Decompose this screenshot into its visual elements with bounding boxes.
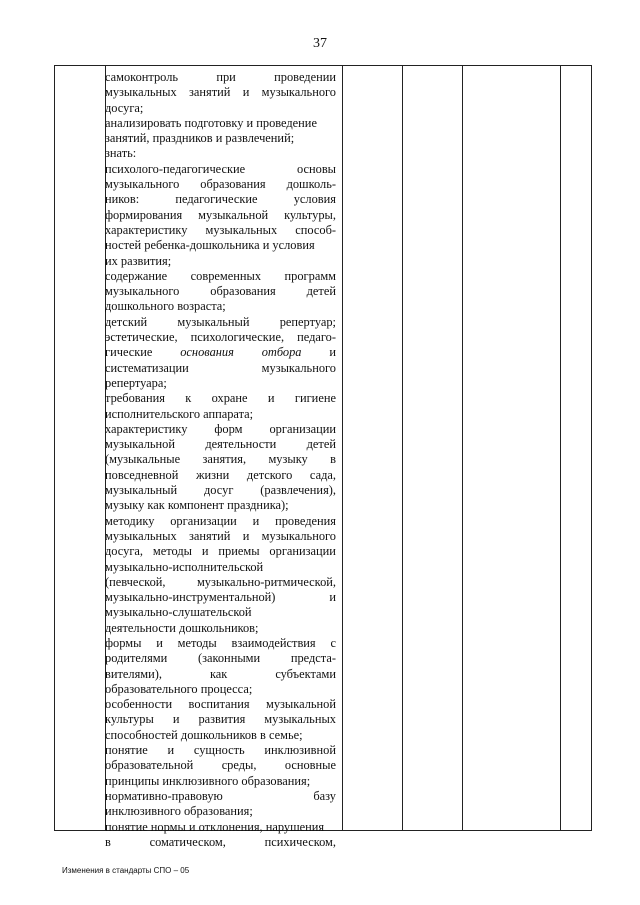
text-word: сущность: [193, 743, 245, 758]
page-number: 37: [313, 36, 327, 51]
text-word: проведения: [275, 513, 336, 528]
text-word: повседневной: [105, 467, 179, 482]
text-word: музыкальных: [205, 222, 278, 237]
text-line: [105, 361, 336, 376]
text-word: понятие: [105, 743, 148, 758]
text-line: [105, 223, 336, 238]
text-word: инклюзивного образования;: [105, 804, 253, 819]
text-word: музыкально-ритмической,: [196, 574, 336, 589]
text-word: основные: [284, 758, 336, 773]
text-word: в: [105, 834, 111, 849]
text-word: музыкальных: [264, 712, 336, 727]
text-line: [105, 667, 336, 682]
text-line: [105, 177, 336, 192]
text-word: досуга;: [105, 100, 144, 115]
text-word: программ: [284, 268, 336, 283]
text-line: [105, 330, 336, 345]
text-line: [105, 192, 336, 207]
text-word: ностей ребенка-дошкольника и условия: [105, 238, 315, 253]
text-line: [105, 636, 336, 651]
text-word: занятий: [189, 85, 231, 100]
text-word: гические: [105, 345, 153, 360]
text-word: исполнительского аппарата;: [105, 406, 254, 421]
text-line: [105, 498, 336, 513]
text-word: особенности: [105, 697, 173, 712]
text-word: и: [242, 528, 250, 543]
text-word: детей: [306, 284, 336, 299]
text-word: музыкально-слушательской: [105, 605, 252, 620]
text-line: [105, 682, 336, 697]
text-word: с: [330, 635, 336, 650]
text-word: методы: [152, 544, 192, 559]
text-word: характеристику: [105, 222, 188, 237]
text-word: принципы инклюзивного образования;: [105, 773, 311, 788]
text-word: основы: [296, 161, 336, 176]
text-word: базу: [313, 788, 336, 803]
text-word: среды,: [221, 758, 257, 773]
text-word: досуга,: [105, 544, 144, 559]
text-word: формирования: [105, 207, 183, 222]
text-line: [105, 407, 336, 422]
text-word: музыкального: [105, 177, 180, 192]
text-line: [105, 299, 336, 314]
text-word: формы: [105, 635, 142, 650]
text-line: [105, 804, 336, 819]
text-word: (законными: [197, 651, 261, 666]
text-word: музыкальной: [266, 697, 336, 712]
text-word: основания: [180, 345, 234, 360]
text-line: [105, 514, 336, 529]
text-word: репертуар;: [279, 314, 336, 329]
text-word: и: [172, 712, 180, 727]
text-word: родителями: [105, 651, 168, 666]
text-word: дошколь-: [286, 177, 336, 192]
text-word: вителями),: [105, 666, 162, 681]
text-word: нормативно-правовую: [105, 788, 223, 803]
text-word: музыкального: [105, 284, 180, 299]
text-word: занятий, праздников и развлечений;: [105, 131, 295, 146]
text-line: [105, 743, 336, 758]
text-line: [105, 85, 336, 100]
text-word: педаго-: [297, 330, 336, 345]
text-line: [105, 774, 336, 789]
text-line: [105, 238, 336, 253]
text-word: систематизации: [105, 360, 189, 375]
text-line: [105, 651, 336, 666]
text-word: детского: [246, 467, 293, 482]
text-word: музыкальной: [105, 437, 175, 452]
text-line: [105, 284, 336, 299]
text-line: [105, 345, 336, 360]
text-word: психическом,: [264, 834, 336, 849]
text-word: организации: [269, 421, 336, 436]
text-word: приемы: [218, 544, 260, 559]
text-word: детей: [306, 437, 336, 452]
text-line: [105, 254, 336, 269]
text-word: образования: [210, 284, 276, 299]
text-word: психологические,: [190, 330, 285, 345]
text-word: музыкальный: [177, 314, 250, 329]
text-word: к: [185, 391, 192, 406]
text-line: [105, 575, 336, 590]
text-word: занятия,: [202, 452, 247, 467]
text-word: музыкального: [261, 528, 336, 543]
text-word: и: [329, 590, 336, 605]
text-line: [105, 101, 336, 116]
text-word: форм: [214, 421, 243, 436]
text-line: [105, 560, 336, 575]
text-line: [105, 208, 336, 223]
text-word: музыкальный: [105, 483, 178, 498]
column-divider: [560, 66, 561, 830]
text-line: [105, 728, 336, 743]
text-word: (развлечения),: [260, 483, 336, 498]
text-word: и: [329, 345, 336, 360]
text-word: детский: [105, 314, 148, 329]
text-word: психолого-педагогические: [105, 161, 246, 176]
text-line: [105, 758, 336, 773]
text-word: музыкального: [261, 360, 336, 375]
text-word: и: [267, 391, 275, 406]
text-word: способ-: [295, 222, 336, 237]
text-word: инклюзивной: [264, 743, 336, 758]
text-word: содержание: [105, 268, 168, 283]
text-word: гигиене: [294, 391, 336, 406]
text-line: [105, 544, 336, 559]
text-word: современных: [190, 268, 262, 283]
text-word: понятие нормы и отклонения, нарушения: [105, 819, 325, 834]
text-line: [105, 70, 336, 85]
text-word: и: [167, 743, 175, 758]
text-word: (певческой,: [105, 574, 166, 589]
text-word: эстетические,: [105, 330, 178, 345]
text-word: ников:: [105, 192, 140, 207]
text-word: проведении: [274, 70, 336, 84]
text-line: [105, 605, 336, 620]
text-word: музыкального: [261, 85, 336, 100]
text-word: в: [330, 452, 336, 467]
text-word: способностей дошкольников в семье;: [105, 727, 303, 742]
text-word: досуг: [204, 483, 234, 498]
text-line: [105, 116, 336, 131]
text-word: организации: [170, 513, 237, 528]
text-line: [105, 391, 336, 406]
text-line: [105, 437, 336, 452]
text-word: занятий: [189, 528, 231, 543]
text-word: их развития;: [105, 253, 172, 268]
text-word: анализировать подготовку и проведение: [105, 115, 317, 130]
text-word: и: [201, 544, 209, 559]
text-word: сада,: [309, 467, 336, 482]
text-word: методы: [177, 635, 217, 650]
text-word: воспитания: [188, 697, 250, 712]
text-word: культуры: [105, 712, 154, 727]
text-word: (музыкальные: [105, 452, 181, 467]
text-line: [105, 789, 336, 804]
text-line: [105, 468, 336, 483]
text-word: условия: [293, 192, 336, 207]
text-line: [105, 131, 336, 146]
text-word: педагогические: [175, 192, 258, 207]
text-word: предста-: [290, 651, 336, 666]
text-line: [105, 162, 336, 177]
text-word: дошкольного возраста;: [105, 299, 226, 314]
text-word: музыку как компонент праздника);: [105, 498, 289, 513]
text-word: музыкально-исполнительской: [105, 559, 264, 574]
text-word: музыкальных: [105, 85, 177, 100]
text-word: при: [216, 70, 236, 84]
text-word: методику: [105, 513, 155, 528]
text-line: [105, 452, 336, 467]
text-word: организации: [269, 544, 336, 559]
text-word: знать:: [105, 146, 137, 161]
text-line: [105, 590, 336, 605]
text-line: [105, 697, 336, 712]
text-word: и: [252, 513, 260, 528]
text-line: [105, 315, 336, 330]
text-word: образования: [200, 177, 266, 192]
text-line: [105, 820, 336, 835]
skills-knowledge-cell: [105, 70, 336, 850]
text-word: культуры,: [284, 207, 336, 222]
text-word: образовательного процесса;: [105, 681, 253, 696]
text-word: самоконтроль: [105, 70, 179, 84]
column-divider: [462, 66, 463, 830]
text-word: соматическом,: [149, 834, 226, 849]
text-line: [105, 712, 336, 727]
competency-table: [54, 65, 592, 849]
text-word: отбора: [261, 345, 302, 360]
text-word: и: [156, 635, 163, 650]
text-word: развития: [198, 712, 246, 727]
column-divider: [402, 66, 403, 830]
text-line: [105, 269, 336, 284]
text-word: музыкальных: [105, 528, 177, 543]
text-word: жизни: [195, 467, 230, 482]
text-word: и: [242, 85, 250, 100]
text-line: [105, 835, 336, 850]
text-word: образовательной: [105, 758, 194, 773]
text-line: [105, 529, 336, 544]
text-word: музыкально-инструментальной): [105, 590, 276, 605]
text-word: деятельности дошкольников;: [105, 620, 259, 635]
text-line: [105, 146, 336, 161]
text-word: музыкальной: [198, 207, 269, 222]
text-word: репертуара;: [105, 375, 167, 390]
text-word: субъектами: [275, 666, 336, 681]
text-word: взаимодействия: [231, 635, 316, 650]
text-word: музыку: [268, 452, 308, 467]
footer-note: Изменения в стандарты СПО – 05: [62, 866, 190, 875]
text-line: [105, 376, 336, 391]
text-line: [105, 483, 336, 498]
text-line: [105, 422, 336, 437]
text-word: охране: [211, 391, 248, 406]
text-line: [105, 621, 336, 636]
text-word: характеристику: [105, 421, 188, 436]
text-word: требования: [105, 391, 165, 406]
text-word: деятельности: [205, 437, 277, 452]
text-word: как: [209, 666, 228, 681]
column-divider: [342, 66, 343, 830]
